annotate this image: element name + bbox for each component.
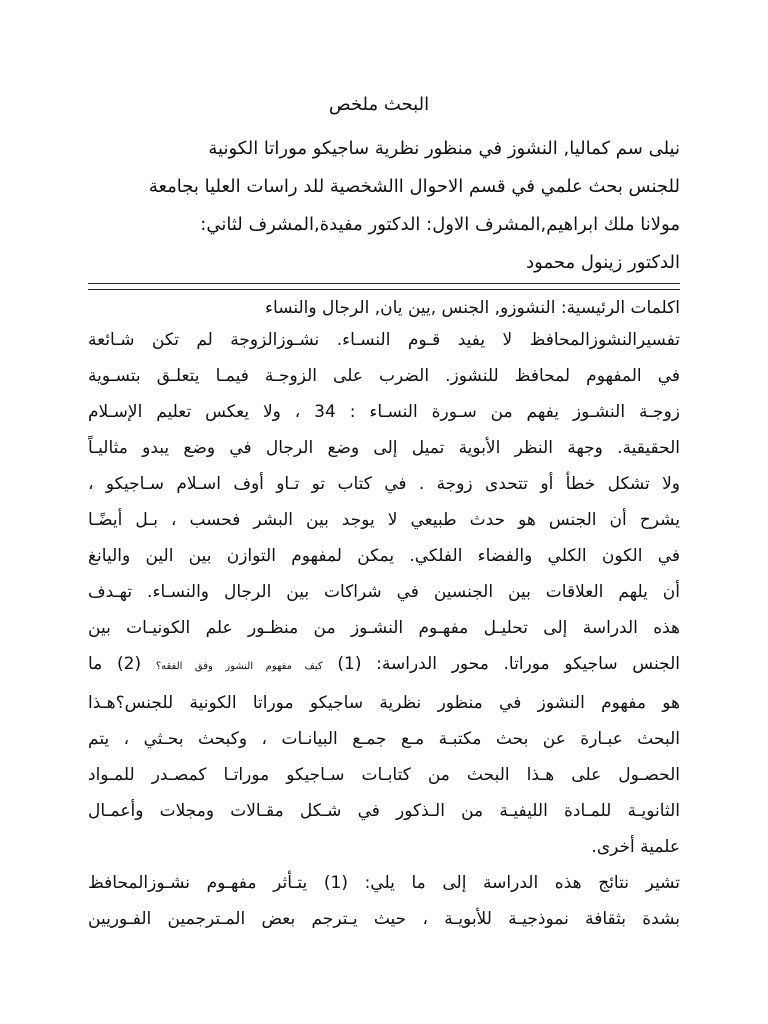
research-question-small: كيف مفهوم النشوز وفق الفقه؟	[155, 661, 323, 672]
abstract-line: علمية أخرى.	[591, 837, 680, 857]
results-line: بشدة بثقافة نموذجيـة للأبويـة ، حيث يـترجم بعض المـترجمين الفـوريين	[88, 909, 680, 929]
abstract-line: البحث عبـارة عن بحث مكتبـة مـع جمـع البيانـات ، وكبحث بحـثي ، يتم	[88, 729, 680, 749]
keywords-line: اكلمات الرئيسية: النشوزو, الجنس ,يين يان, الرجال والنساء	[265, 298, 680, 318]
research-question-two: (2) ما	[88, 654, 142, 674]
double-divider	[88, 283, 680, 290]
abstract-line: هذه الدراسة إلى تحليـل مفهـوم النشـوز من منظـور علم الكونيـات بين	[88, 618, 680, 638]
author-line-4: الدكتور زينول محمود	[526, 252, 680, 273]
author-line-2: للجنس بحث علمي في قسم الاحوال االشخصية للد راسات العليا بجامعة	[148, 176, 680, 197]
results-line: تشير نتائج هذه الدراسة إلى ما يلي: (1) يتـأثر مفهـوم نشـوزالمحافظ	[88, 873, 680, 893]
abstract-line: الحقيقية. وجهة النظر الأبوية تميل إلى وضع الرجال في وضع يبدو مثاليـاً	[88, 438, 680, 458]
research-focus-text: الجنس ساجيكو موراتا. محور الدراسة: (1)	[337, 654, 680, 674]
abstract-line: أن يلهم العلاقات بين الجنسين في شراكات بين الرجال والنسـاء. تهـدف	[88, 582, 680, 602]
author-info	[88, 130, 680, 282]
author-line-1: نيلى سم كماليا, النشوز في منظور نظرية ساجيكو موراتا الكونية	[208, 138, 680, 159]
author-line-3: مولانا ملك ابراهيم,المشرف الاول: الدكتور مفيدة,المشرف لثاني:	[200, 214, 680, 235]
abstract-line: تفسيرالنشوزالمحافظ لا يفيد قـوم النسـاء. نشـوزالزوجة لم تكن شـائعة	[88, 330, 680, 350]
document-page	[88, 86, 680, 937]
abstract-line: في الكون الكلي والفضاء الفلكي. يمكن لمفهوم التوازن بين الين واليانغ	[88, 546, 680, 566]
abstract-line: زوجـة النشـوز يفهم من سـورة النسـاء : 34 ، ولا يعكس تعليم الإسـلام	[88, 402, 680, 422]
results-body	[88, 865, 680, 937]
page-title: البحث ملخص	[328, 94, 430, 115]
abstract-line: الثانويـة للمـادة الليفيـة من الـذكور في شـكل مقـالات ومجلات وأعمـال	[88, 801, 680, 821]
abstract-line-with-question	[88, 646, 680, 685]
abstract-line: هو مفهوم النشوز في منظور نظرية ساجيكو موراتا الكونية للجنس؟هـذا	[88, 693, 680, 713]
abstract-line: الحصـول على هـذا البحث من كتابـات سـاجيكو موراتـا كمصـدر للمـواد	[88, 765, 680, 785]
abstract-line: ولا تشكل خطأ أو تتحدى زوجة . في كتاب تو تـاو أوف اسـلام سـاجيكو ،	[88, 474, 680, 494]
abstract-line: في المفهوم لمحافظ للنشوز. الضرب على الزوجـة فيمـا يتعلـق بتسـوية	[88, 366, 680, 386]
abstract-body	[88, 322, 680, 865]
abstract-line: يشرح أن الجنس هو حدث طبيعي لا يوجد بين البشر فحسب ، بـل أيضًـا	[88, 510, 680, 530]
